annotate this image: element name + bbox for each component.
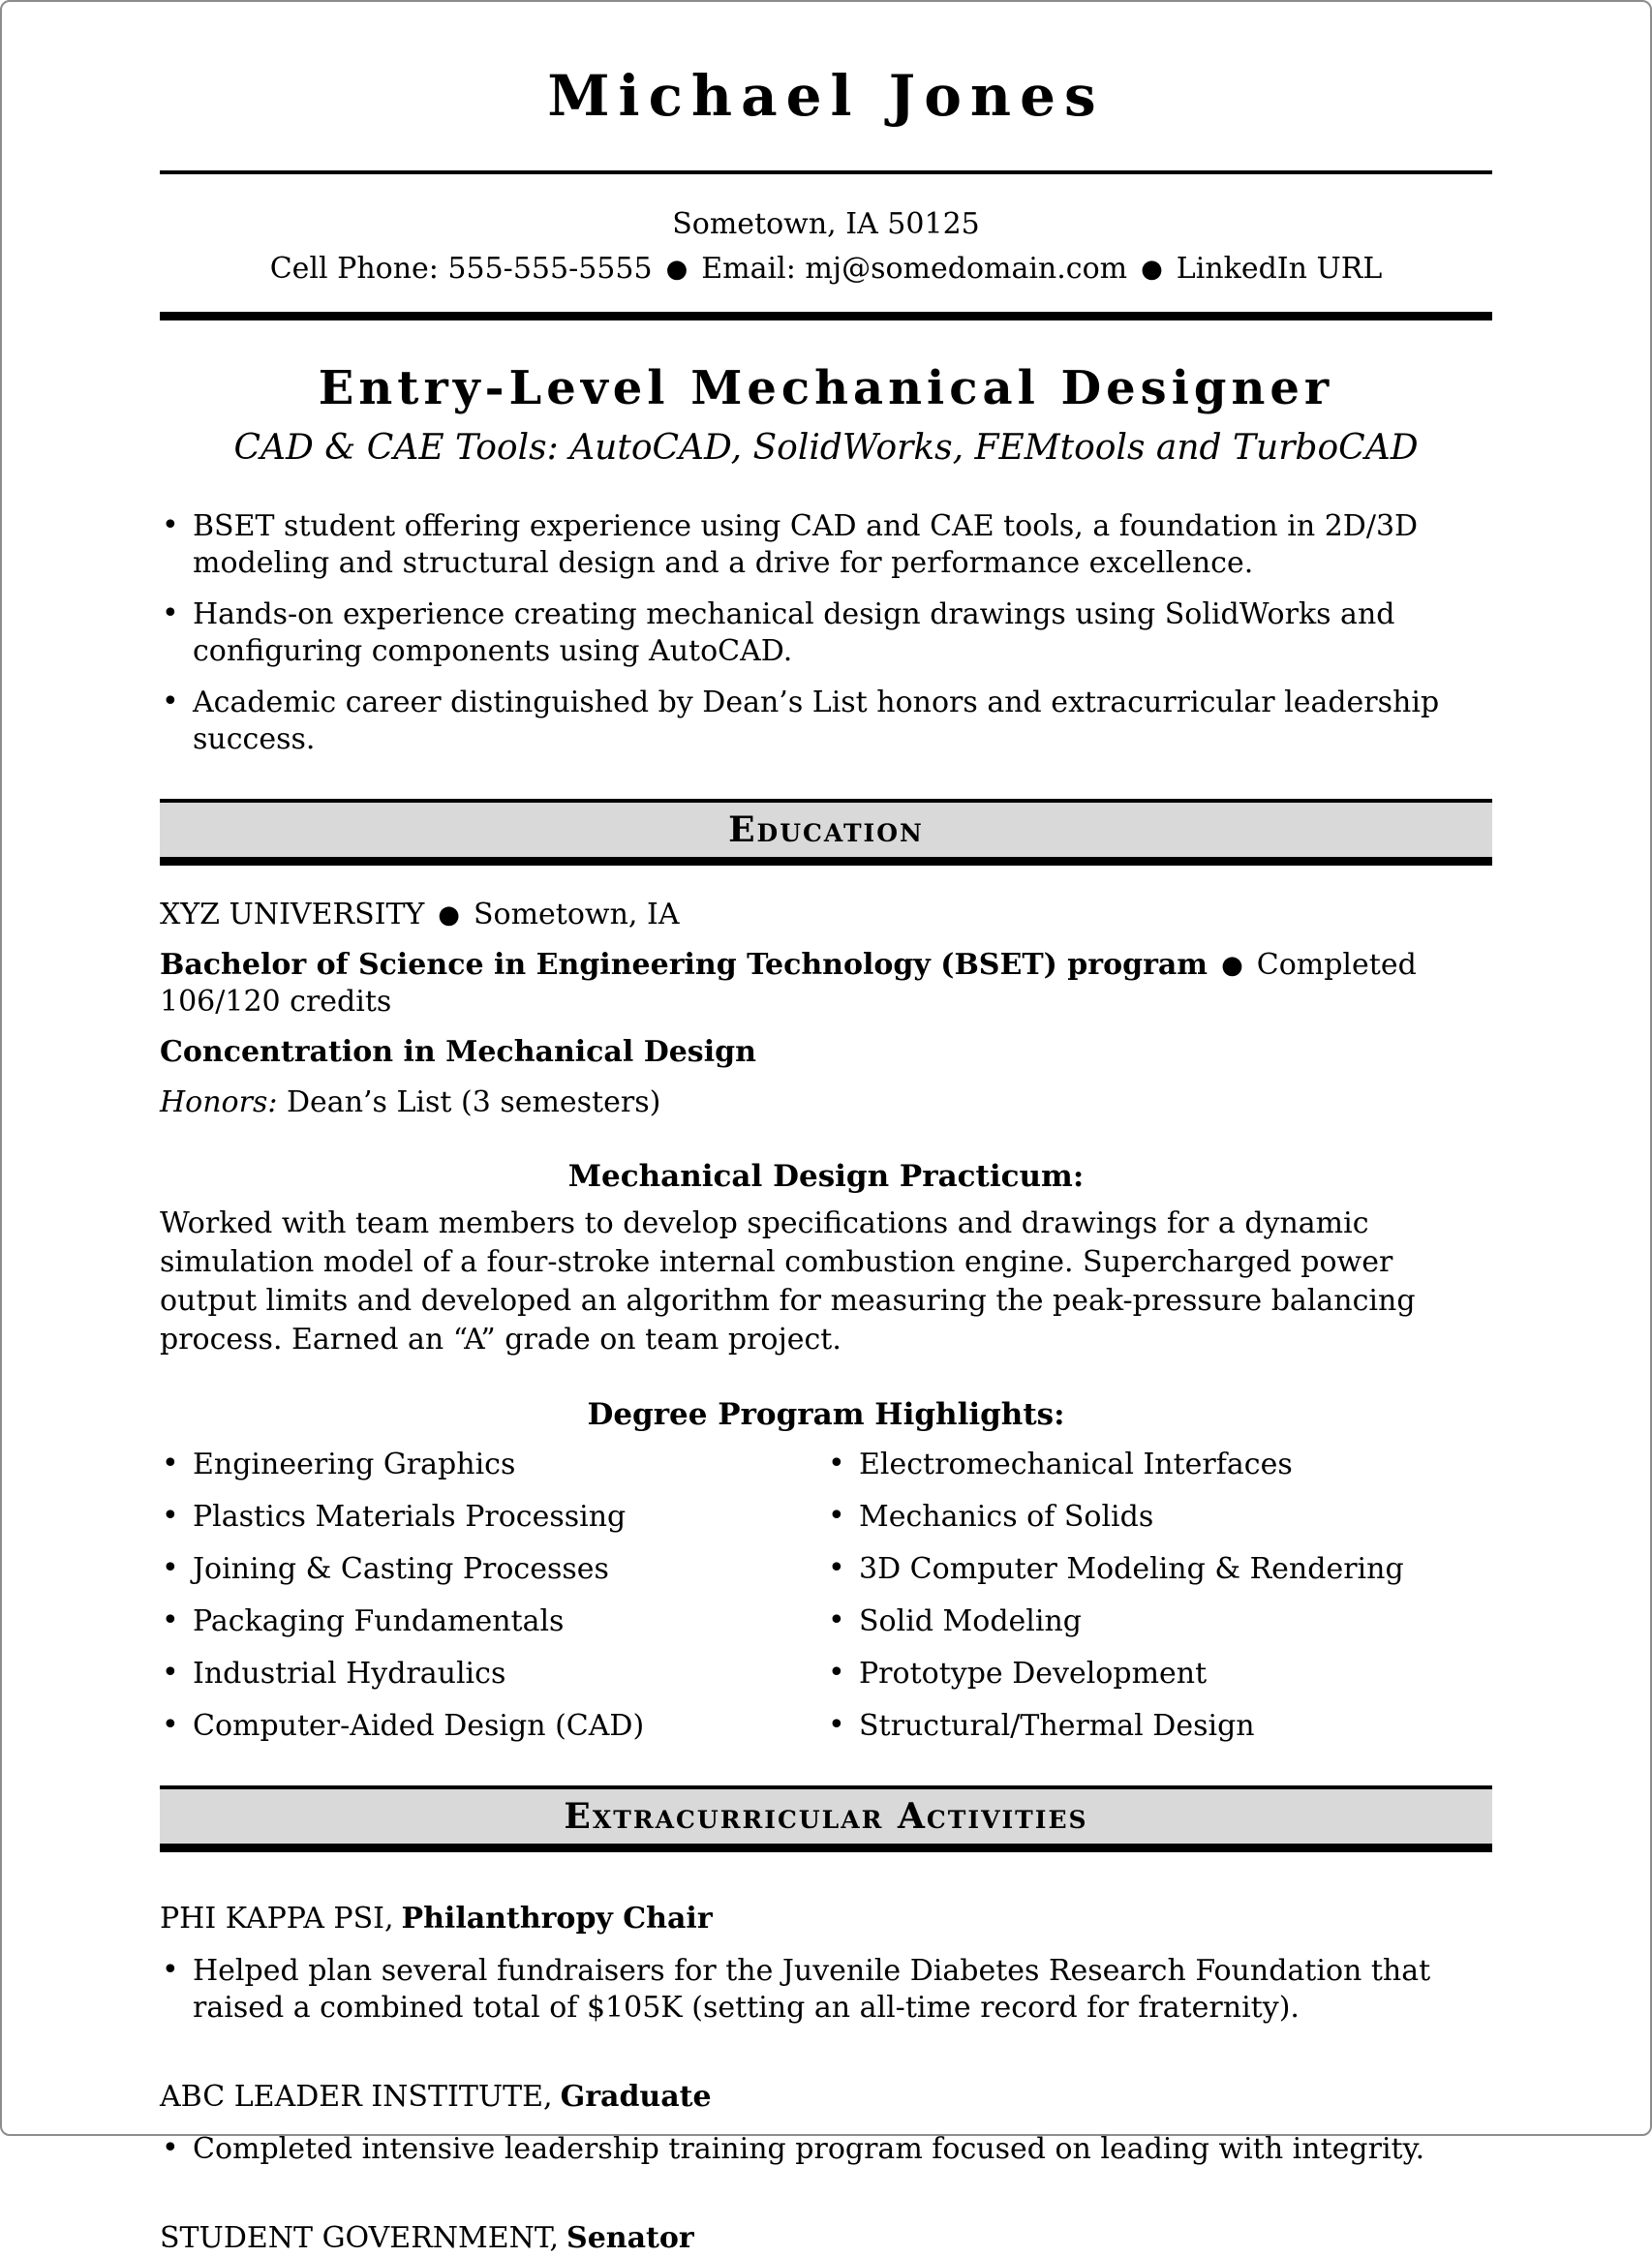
org-name: ABC LEADER INSTITUTE, — [160, 2080, 553, 2114]
org-role: Senator — [566, 2221, 694, 2255]
highlight-item: • Electromechanical Interfaces — [826, 1447, 1492, 1483]
highlight-item: • Mechanics of Solids — [826, 1499, 1492, 1536]
summary-bullet: • BSET student offering experience using CAD and CAE tools, a foundation in 2D/3D modeling and structural design and a drive for performance excellence. — [160, 508, 1492, 582]
highlight-item: • Prototype Development — [826, 1656, 1492, 1693]
email-text: Email: mj@somedomain.com — [701, 252, 1128, 286]
extracurricular-entry-header — [160, 2220, 1492, 2257]
bullet-separator-icon: ● — [1141, 255, 1163, 284]
education-concentration: Concentration in Mechanical Design — [160, 1035, 756, 1069]
extracurricular-bullet-list — [160, 2131, 1492, 2168]
education-degree-line — [160, 947, 1492, 1021]
org-role: Philanthropy Chair — [401, 1902, 713, 1936]
degree-name: Bachelor of Science in Engineering Technology (BSET) program — [160, 948, 1208, 982]
highlights-column-right — [826, 1447, 1492, 1745]
highlight-item: • 3D Computer Modeling & Rendering — [826, 1551, 1492, 1588]
extracurricular-entry-header — [160, 2079, 1492, 2116]
bullet-separator-icon: ● — [1221, 951, 1243, 980]
honors-value: Dean’s List (3 semesters) — [287, 1085, 661, 1119]
summary-bullet: • Hands-on experience creating mechanical design drawings using SolidWorks and configuring components using AutoCAD. — [160, 596, 1492, 670]
cell-phone-text: Cell Phone: 555-555-5555 — [269, 252, 653, 286]
section-header-education — [160, 799, 1492, 866]
highlight-item: • Structural/Thermal Design — [826, 1708, 1492, 1745]
highlight-item: • Joining & Casting Processes — [160, 1551, 826, 1588]
honors-label: Honors: — [160, 1085, 278, 1119]
contact-line — [160, 252, 1492, 287]
job-subtitle: CAD & CAE Tools: AutoCAD, SolidWorks, FEMtools and TurboCAD — [233, 428, 1419, 468]
bullet-separator-icon: ● — [665, 255, 688, 284]
header-divider-rule — [160, 312, 1492, 320]
highlights-columns — [160, 1447, 1492, 1745]
education-honors-line — [160, 1084, 1492, 1121]
org-name: PHI KAPPA PSI, — [160, 1902, 394, 1936]
education-school-line — [160, 897, 1492, 933]
name-divider-rule — [160, 170, 1492, 174]
practicum-title: Mechanical Design Practicum: — [567, 1159, 1085, 1194]
linkedin-text: LinkedIn URL — [1176, 252, 1383, 286]
highlight-item: • Computer-Aided Design (CAD) — [160, 1708, 826, 1745]
school-name: XYZ UNIVERSITY — [160, 898, 425, 931]
address-line: Sometown, IA 50125 — [672, 207, 980, 241]
extracurricular-entry-header — [160, 1901, 1492, 1937]
extracurricular-bullet: • Helped plan several fundraisers for the Juvenile Diabetes Research Foundation that raised a combined total of $105K (setting an all-time record for fraternity). — [160, 1953, 1492, 2027]
degree-status: Completed 106/120 credits — [160, 948, 1417, 1019]
section-title-extracurricular: Extracurricular Activities — [564, 1796, 1088, 1837]
practicum-description: Worked with team members to develop specifications and drawings for a dynamic simulation model of a four-stroke internal combustion engine. Supercharged power output limits and developed an algorithm for measuring the peak-pressure balancing process. Earned an “A” grade on team project. — [160, 1206, 1416, 1357]
summary-bullet: • Academic career distinguished by Dean’s List honors and extracurricular leadership success. — [160, 685, 1492, 758]
job-title: Entry-Level Mechanical Designer — [318, 361, 1334, 415]
highlight-item: • Engineering Graphics — [160, 1447, 826, 1483]
school-location: Sometown, IA — [473, 898, 680, 931]
extracurricular-bullet: • Completed intensive leadership training program focused on leading with integrity. — [160, 2131, 1492, 2168]
bullet-separator-icon: ● — [438, 900, 460, 930]
highlight-item: • Industrial Hydraulics — [160, 1656, 826, 1693]
candidate-name: Michael Jones — [547, 63, 1105, 129]
highlights-title: Degree Program Highlights: — [587, 1397, 1065, 1432]
highlight-item: • Solid Modeling — [826, 1603, 1492, 1640]
highlights-column-left — [160, 1447, 826, 1745]
section-title-education: Education — [728, 809, 924, 850]
org-name: STUDENT GOVERNMENT, — [160, 2221, 560, 2255]
extracurricular-bullet-list — [160, 1953, 1492, 2027]
summary-bullet-list — [160, 508, 1492, 758]
highlight-item: • Plastics Materials Processing — [160, 1499, 826, 1536]
section-header-extracurricular — [160, 1785, 1492, 1852]
highlight-item: • Packaging Fundamentals — [160, 1603, 826, 1640]
org-role: Graduate — [560, 2080, 712, 2114]
